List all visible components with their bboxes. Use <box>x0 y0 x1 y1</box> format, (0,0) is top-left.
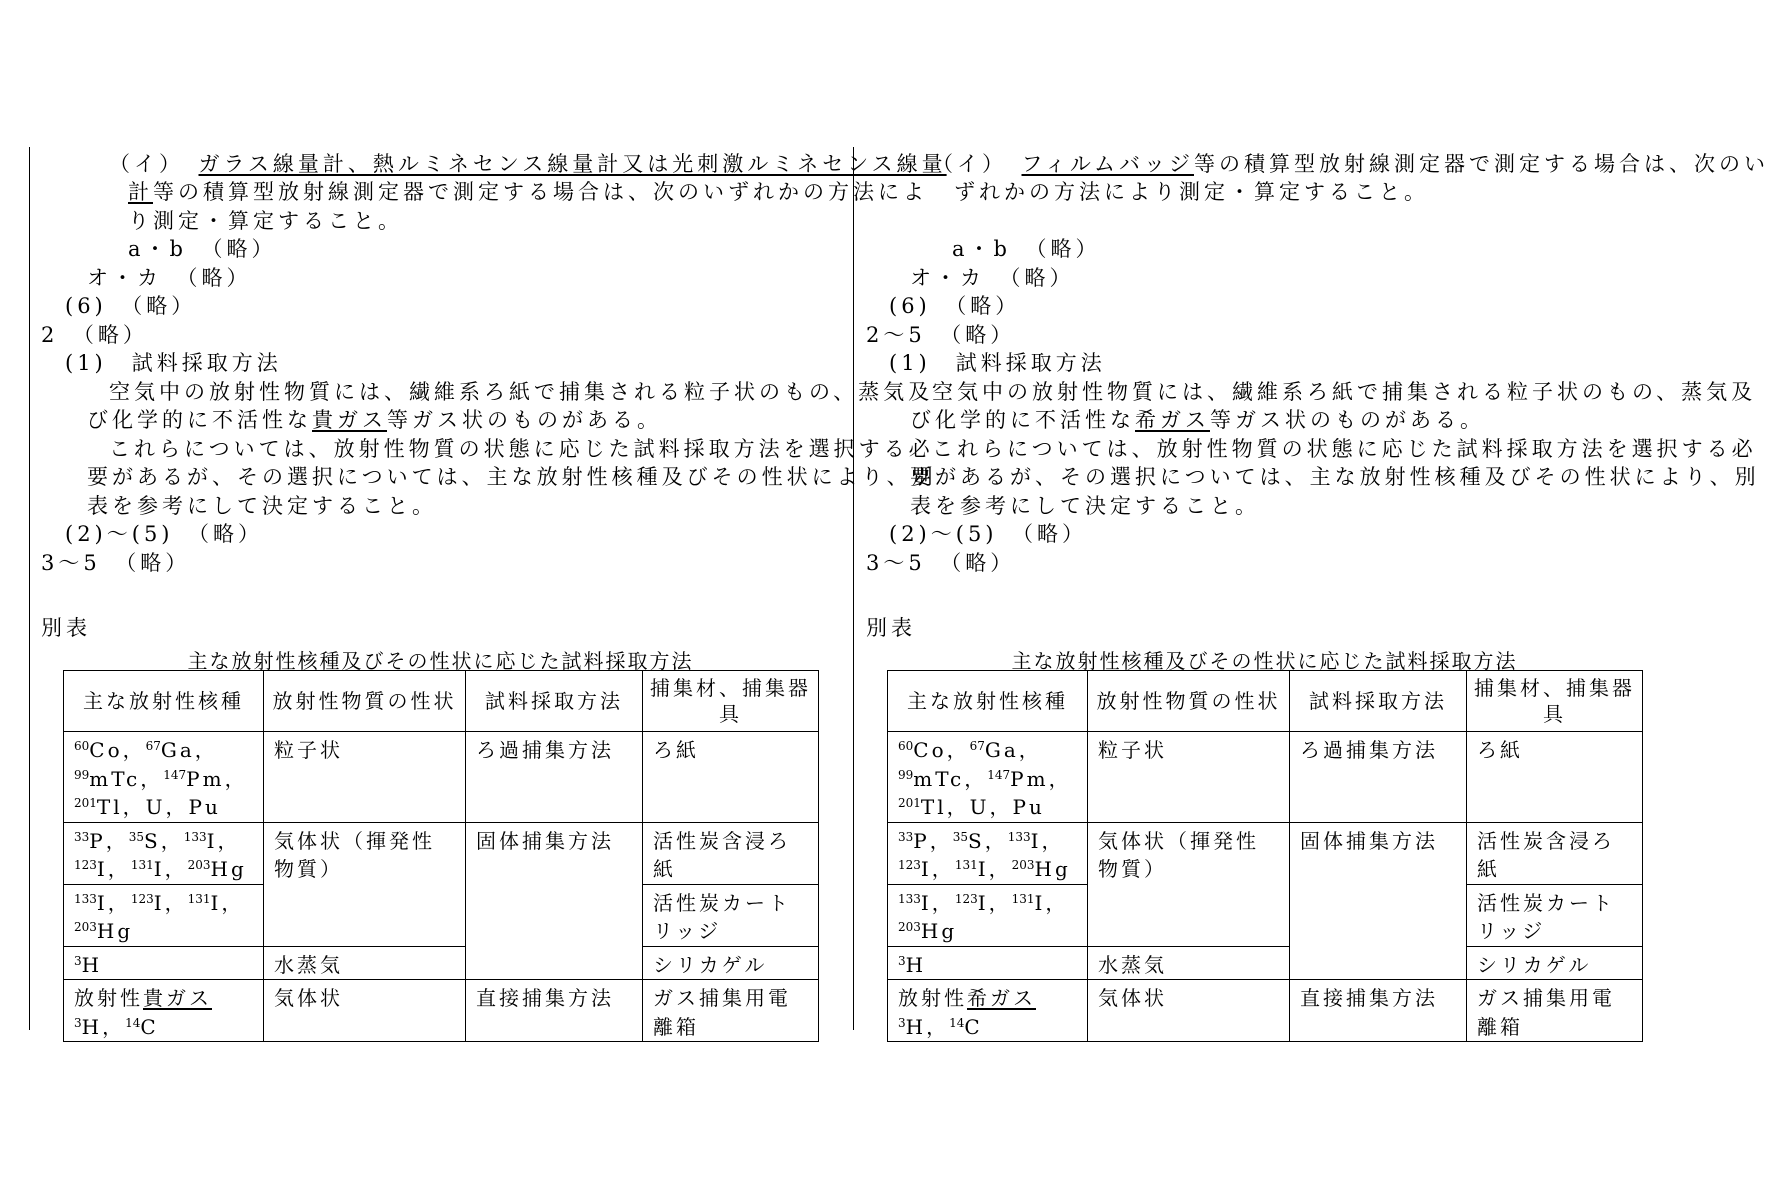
text-line: これらについては、放射性物質の状態に応じた試料採取方法を選択する必 <box>109 437 934 461</box>
text-line: (2)～(5) （略） <box>889 522 1087 546</box>
table-title: 主な放射性核種及びその性状に応じた試料採取方法 <box>1011 649 1518 673</box>
text-line: a・b （略） <box>952 237 1101 261</box>
text-line: 3～5 （略） <box>866 551 1016 575</box>
text-line: (2)～(5) （略） <box>65 522 263 546</box>
table-title: 主な放射性核種及びその性状に応じた試料採取方法 <box>187 649 694 673</box>
method-cell: 直接捕集方法 <box>1290 980 1467 1042</box>
column-divider <box>853 147 854 1030</box>
header-state: 放射性物質の性状 <box>1088 671 1290 732</box>
text-line: 表を参考にして決定すること。 <box>87 494 437 518</box>
collector-cell: ろ紙 <box>1467 732 1643 823</box>
collector-cell: 活性炭含浸ろ紙 <box>1467 822 1643 884</box>
header-method: 試料採取方法 <box>466 671 643 732</box>
text-line: び化学的に不活性な希ガス等ガス状のものがある。 <box>910 408 1485 432</box>
text-line: 計等の積算型放射線測定器で測定する場合は、次のいずれかの方法によ <box>128 180 928 204</box>
header-method: 試料採取方法 <box>1290 671 1467 732</box>
text-line: a・b （略） <box>128 237 277 261</box>
method-cell: 固体捕集方法 <box>1290 822 1467 980</box>
nuclide-cell: $^{33}$P，$^{35}$S，$^{133}$I， $^{123}$I，$^{131}$I，$^{203}$Hg <box>888 822 1088 884</box>
header-collector: 捕集材、捕集器具 <box>1467 671 1643 732</box>
text-line: (1) 試料採取方法 <box>889 351 1106 375</box>
text-line: び化学的に不活性な貴ガス等ガス状のものがある。 <box>87 408 662 432</box>
state-cell: 気体状（揮発性物質） <box>1088 822 1290 946</box>
method-cell: ろ過捕集方法 <box>466 732 643 823</box>
header-state: 放射性物質の性状 <box>264 671 466 732</box>
nuclide-cell: $^{60}$Co，$^{67}$Ga， $^{99}$mTc，$^{147}$Pm， $^{201}$Tl，U，Pu <box>888 732 1088 823</box>
text-line: 空気中の放射性物質には、繊維系ろ紙で捕集される粒子状のもの、蒸気及 <box>109 380 934 404</box>
state-cell: 水蒸気 <box>264 946 466 980</box>
appendix-label: 別表 <box>41 616 91 640</box>
nuclide-cell: $^{133}$I，$^{123}$I，$^{131}$I， $^{203}$Hg <box>888 884 1088 946</box>
text-line: （イ） ガラス線量計、熱ルミネセンス線量計又は光刺激ルミネセンス線量 <box>109 152 947 176</box>
text-line: 表を参考にして決定すること。 <box>910 494 1260 518</box>
sampling-method-table <box>887 670 1643 1042</box>
state-cell: 水蒸気 <box>1088 946 1290 980</box>
text-line: (1) 試料採取方法 <box>65 351 282 375</box>
nuclide-cell: $^{60}$Co，$^{67}$Ga， $^{99}$mTc，$^{147}$Pm， $^{201}$Tl，U，Pu <box>64 732 264 823</box>
header-nuclide: 主な放射性核種 <box>64 671 264 732</box>
text-line: 3～5 （略） <box>41 551 191 575</box>
text-line: 2～5 （略） <box>866 323 1016 347</box>
header-nuclide: 主な放射性核種 <box>888 671 1088 732</box>
text-line: 要があるが、その選択については、主な放射性核種及びその性状により、別 <box>910 465 1760 489</box>
text-line: (6) （略） <box>65 294 197 318</box>
nuclide-cell: $^{133}$I，$^{123}$I，$^{131}$I， $^{203}$Hg <box>64 884 264 946</box>
collector-cell: 活性炭カートリッジ <box>1467 884 1643 946</box>
text-line: オ・カ （略） <box>910 266 1075 290</box>
text-line: オ・カ （略） <box>87 266 252 290</box>
text-line: (6) （略） <box>889 294 1021 318</box>
text-line: 要があるが、その選択については、主な放射性核種及びその性状により、別 <box>87 465 937 489</box>
state-cell: 粒子状 <box>264 732 466 823</box>
collector-cell: ガス捕集用電離箱 <box>1467 980 1643 1042</box>
text-line: 2 （略） <box>41 323 148 347</box>
nuclide-cell: $^3$H <box>888 946 1088 980</box>
state-cell: 気体状 <box>264 980 466 1042</box>
state-cell: 気体状（揮発性物質） <box>264 822 466 946</box>
text-line: ずれかの方法により測定・算定すること。 <box>954 180 1429 204</box>
method-cell: ろ過捕集方法 <box>1290 732 1467 823</box>
collector-cell: ガス捕集用電離箱 <box>643 980 819 1042</box>
method-cell: 直接捕集方法 <box>466 980 643 1042</box>
text-line: 空気中の放射性物質には、繊維系ろ紙で捕集される粒子状のもの、蒸気及 <box>932 380 1757 404</box>
nuclide-cell: $^3$H <box>64 946 264 980</box>
text-line: り測定・算定すること。 <box>128 209 403 233</box>
collector-cell: 活性炭含浸ろ紙 <box>643 822 819 884</box>
header-collector: 捕集材、捕集器具 <box>643 671 819 732</box>
collector-cell: シリカゲル <box>1467 946 1643 980</box>
appendix-label: 別表 <box>866 616 916 640</box>
nuclide-cell: $^{33}$P，$^{35}$S，$^{133}$I， $^{123}$I，$^{131}$I，$^{203}$Hg <box>64 822 264 884</box>
method-cell: 固体捕集方法 <box>466 822 643 980</box>
text-line: これらについては、放射性物質の状態に応じた試料採取方法を選択する必 <box>932 437 1757 461</box>
collector-cell: 活性炭カートリッジ <box>643 884 819 946</box>
nuclide-cell: 放射性貴ガス $^3$H，$^{14}$C <box>64 980 264 1042</box>
state-cell: 気体状 <box>1088 980 1290 1042</box>
state-cell: 粒子状 <box>1088 732 1290 823</box>
nuclide-cell: 放射性希ガス $^3$H，$^{14}$C <box>888 980 1088 1042</box>
left-margin-rule <box>29 147 30 1030</box>
collector-cell: シリカゲル <box>643 946 819 980</box>
sampling-method-table <box>63 670 819 1042</box>
text-line: （イ） フィルムバッジ等の積算型放射線測定器で測定する場合は、次のい <box>932 152 1769 176</box>
collector-cell: ろ紙 <box>643 732 819 823</box>
